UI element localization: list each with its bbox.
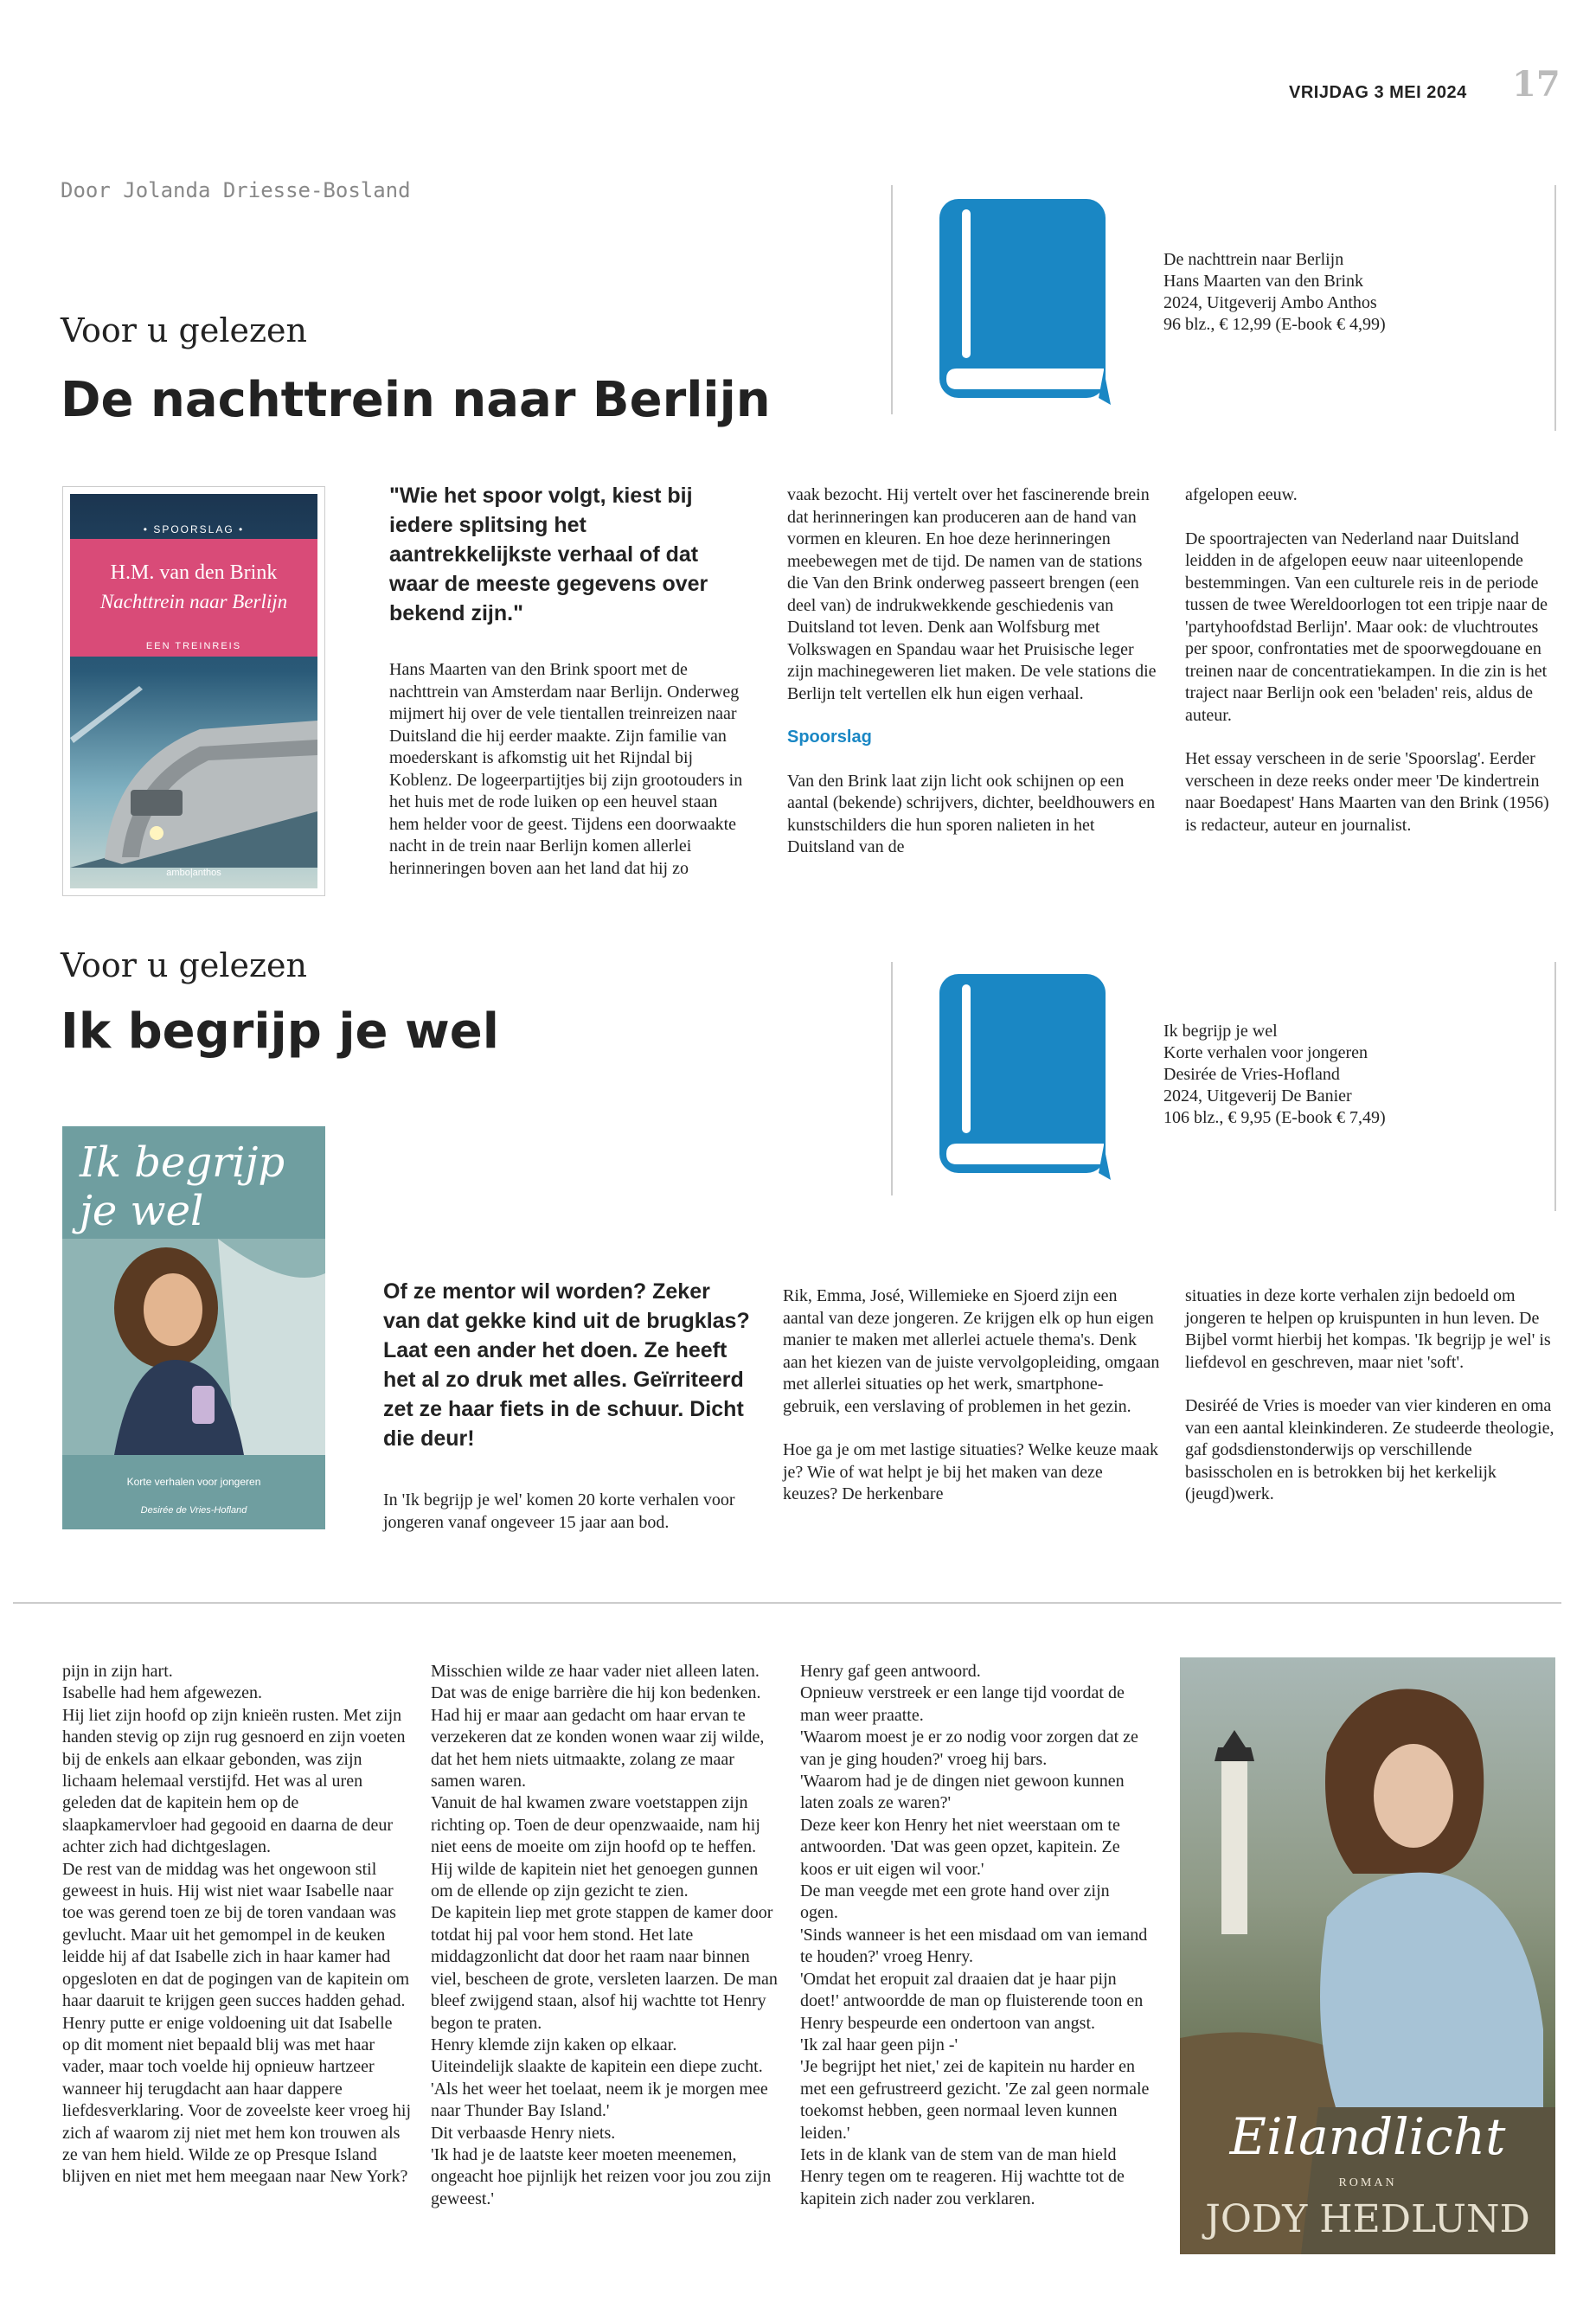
book-icon <box>938 197 1111 407</box>
divider <box>1554 185 1556 431</box>
review2-pullquote: Of ze mentor wil worden? Zeker van dat gekke kind uit de brugklas? Laat een ander het doen. Ze heeft het al zo druk met alles. Geïrriteerd zet ze haar fiets in de schuur. Dicht die deur! <box>383 1279 750 1451</box>
edition-date: VRIJDAG 3 MEI 2024 <box>1289 83 1467 102</box>
book-cover-nachttrein <box>62 486 325 896</box>
girl-photo <box>62 1239 325 1455</box>
review2-book-info: Ik begrijp je wel Korte verhalen voor jongeren Desirée de Vries-Hofland 2024, Uitgeverij De Banier 106 blz., € 9,95 (E-book € 7,49) <box>1163 1022 1386 1127</box>
review1-column-1: Hans Maarten van den Brink spoort met de nachttrein van Amsterdam naar Berlijn. Onderweg mijmert hij over de vele tientallen treinreizen naar Duitsland die hij eerder maakte. Zijn familie van moederskant is afkomstig uit het Rijndal bij Koblenz. De logeerpartijtjes bij zijn grootouders in het huis met de rode luiken op een heuvel staan hem helder voor de geest. Tijdens een doorwaakte nacht in de trein naar Berlijn komen allerlei herinneringen boven aan het land dat hij zo <box>389 660 743 878</box>
cover-author: H.M. van den Brink <box>110 561 278 584</box>
cover-publisher: ambo|anthos <box>166 868 221 878</box>
book-cover-eilandlicht <box>1180 1657 1555 2254</box>
train-illustration <box>70 660 317 868</box>
byline: Door Jolanda Driesse-Bosland <box>61 178 411 202</box>
divider <box>891 185 893 414</box>
serial-column-1: pijn in zijn hart. Isabelle had hem afgewezen. Hij liet zijn hoofd op zijn knieën rusten. Met zijn handen stevig op zijn rug gesnoerd en zijn voeten bij de enkels aan elkaar gebonden, was zijn lichaam helemaal verstijfd. Het was al uren geleden dat de kapitein hem op de slaapkamervloer had gegooid en daarna de deur achter zich had dichtgeslagen. De rest van de middag was het ongewoon stil geweest in huis. Hij wist niet waar Isabelle naar toe was gerend toen ze bij de toren vandaan was gevlucht. Maar uit het gemompel in de keuken leidde hij af dat Isabelle zich in haar kamer had opgesloten en dat de pogingen van de kapitein om haar daaruit te krijgen geen succes hadden gehad. Henry putte er enige voldoening uit dat Isabelle op dit moment niet bepaald blij was met haar vader, maar toch voelde hij opnieuw hartzeer wanneer hij terugdacht aan haar dappere liefdesverklaring. Voor de zoveelste keer vroeg hij zich af waarom zij niet met hem kon trouwen als ze van hem hield. Wilde ze op Presque Island blijven en niet met hem meegaan naar New York? <box>62 1662 412 2187</box>
book-cover-ik-begrijp-je-wel <box>62 1126 325 1529</box>
divider <box>891 962 893 1195</box>
review2-kicker: Voor u gelezen <box>61 946 307 984</box>
review1-kicker: Voor u gelezen <box>61 311 307 349</box>
review1-column-3: afgelopen eeuw. De spoortrajecten van Nederland naar Duitsland leidden in de afgelopen eeuw naar uiteenlopende bestemmingen. Van een culturele reis in de periode tussen de twee Wereldoorlogen tot een tripje naar de 'partyhoofdstad Berlijn'. Maar ook: de vluchtroutes per spoor, confrontaties met de spoorwegdouane en treinen naar de concentratiekampen. In die zin is het traject naar Berlijn ook een 'beladen' reis, aldus de auteur. Het essay verscheen in de serie 'Spoorslag'. Eerder verscheen in deze reeks onder meer 'De kindertrein naar Boedapest' Hans Maarten van den Brink (1956) is redacteur, auteur en journalist. <box>1185 485 1549 835</box>
serial-column-3: Henry gaf geen antwoord. Opnieuw verstreek er een lange tijd voordat de man weer praatte. 'Waarom moest je er zo nodig voor zorgen dat ze van je ging houden?' vroeg hij bars. 'Waarom had je de dingen niet gewoon kunnen laten zoals ze waren?' Deze keer kon Henry het niet weerstaan om te antwoorden. 'Dat was geen opzet, kapitein. Ze koos er uit eigen wil voor.' De man veegde met een grote hand over zijn ogen. 'Sinds wanneer is het een misdaad om van iemand te houden?' vroeg Henry. 'Omdat het eropuit zal draaien dat je haar pijn doet!' antwoordde de man op fluisterende toon en Henry bespeurde een ondertoon van angst. 'Ik zal haar geen pijn -' 'Je begrijpt het niet,' zei de kapitein nu harder en met een gefrustreerd gezicht. 'Ze zal geen normale toekomst hebben, geen normaal leven kunnen leiden.' Iets in de klank van de stem van de man hield Henry tegen om te reageren. Hij wachtte tot de kapitein zich nader zou verklaren. <box>800 1662 1150 2208</box>
cover-author: JODY HEDLUND <box>1205 2197 1530 2241</box>
section-divider <box>13 1602 1561 1604</box>
divider <box>1554 962 1556 1211</box>
review2-column-1: In 'Ik begrijp je wel' komen 20 korte verhalen voor jongeren vanaf ongeveer 15 jaar aan bod. <box>383 1490 735 1532</box>
cover-title: Ik begrijp je wel <box>80 1138 285 1235</box>
cover-series: • SPOORSLAG • <box>143 523 245 535</box>
review1-column-2: vaak bezocht. Hij vertelt over het fascinerende brein dat herinneringen kan produceren aan de hand van vormen en kleuren. En hoe deze herinneringen meebewegen met de tijd. De namen van de stations die Van den Brink onderweg passeert brengen (een deel van) de indrukwekkende geschiedenis van Duitsland tot leven. Denk aan Wolfsburg met Volkswagen en Spandau waar het Pruisische leger zijn machinegeweren liet maken. De vele stations die Berlijn telt vertellen elk hun eigen verhaal. Spoorslag Van den Brink laat zijn licht ook schijnen op een aantal (bekende) schrijvers, dichter, beeldhouwers en kunstschilders die hun sporen nalieten in het Duitsland van de <box>787 484 1159 881</box>
cover-genre: ROMAN <box>1338 2176 1397 2189</box>
cover-author: Desirée de Vries-Hofland <box>140 1505 247 1516</box>
review1-pullquote: "Wie het spoor volgt, kiest bij iedere splitsing het aantrekkelijkste verhaal of dat waar de meeste gegevens over bekend zijn." <box>389 484 708 625</box>
review2-column-3: situaties in deze korte verhalen zijn bedoeld om jongeren te helpen op kruispunten in hun leven. De Bijbel vormt hierbij het kompas. 'Ik begrijp je wel' is liefdevol en geschreven, maar niet 'soft'. Desiréé de Vries is moeder van vier kinderen en oma van een aantal kleinkinderen. Ze studeerde theologie, gaf godsdienstonderwijs op verschillende basisscholen en is betrokken bij het kerkelijk (jeugd)werk. <box>1185 1286 1554 1503</box>
review2-column-2: Rik, Emma, José, Willemieke en Sjoerd zijn een aantal van deze jongeren. Ze krijgen elk op hun eigen manier te maken met allerlei actuele thema's. Denk aan het kiezen van de juiste vervolgopleiding, omgaan met allerlei situaties op het werk, smartphone-gebruik, een verslaving of problemen in het gezin. Hoe ga je om met lastige situaties? Welke keuze maak je? Wie of wat helpt je bij het maken van deze keuzes? De herkenbare <box>783 1286 1160 1503</box>
page-number: 17 <box>1512 64 1561 105</box>
review1-book-info: De nachttrein naar Berlijn Hans Maarten van den Brink 2024, Uitgeverij Ambo Anthos 96 blz., € 12,99 (E-book € 4,99) <box>1163 250 1386 334</box>
cover-title: Nachttrein naar Berlijn <box>99 591 288 612</box>
review1-title: De nachttrein naar Berlijn <box>61 372 771 428</box>
cover-subtitle: EEN TREINREIS <box>145 641 242 651</box>
book-icon <box>938 972 1111 1182</box>
cover-subtitle: Korte verhalen voor jongeren <box>126 1476 261 1488</box>
section-subhead: Spoorslag <box>787 727 872 747</box>
serial-column-2: Misschien wilde ze haar vader niet alleen laten. Dat was de enige barrière die hij kon bedenken. Had hij er maar aan gedacht om haar ervan te verzekeren dat ze konden wonen waar zij wilde, dat het hem niets uitmaakte, zolang ze maar samen waren. Vanuit de hal kwamen zware voetstappen zijn richting op. Toen de deur openzwaaide, nam hij niet eens de moeite om zijn hoofd op te heffen. Hij wilde de kapitein niet het genoegen gunnen om de ellende op zijn gezicht te zien. De kapitein liep met grote stappen de kamer door totdat hij pal voor hem stond. Het late middagzonlicht dat door het raam naar binnen viel, bescheen de grote, versleten laarzen. De man bleef zwijgend staan, alsof hij wachtte tot Henry begon te praten. Henry klemde zijn kaken op elkaar. Uiteindelijk slaakte de kapitein een diepe zucht. 'Als het weer het toelaat, neem ik je morgen mee naar Thunder Bay Island.' Dit verbaasde Henry niets. 'Ik had je de laatste keer moeten meenemen, ongeacht hoe pijnlijk het reizen voor jou zou zijn geweest.' <box>431 1662 778 2208</box>
review2-title: Ik begrijp je wel <box>61 1003 499 1060</box>
cover-title: Eilandlicht <box>1229 2107 1506 2166</box>
